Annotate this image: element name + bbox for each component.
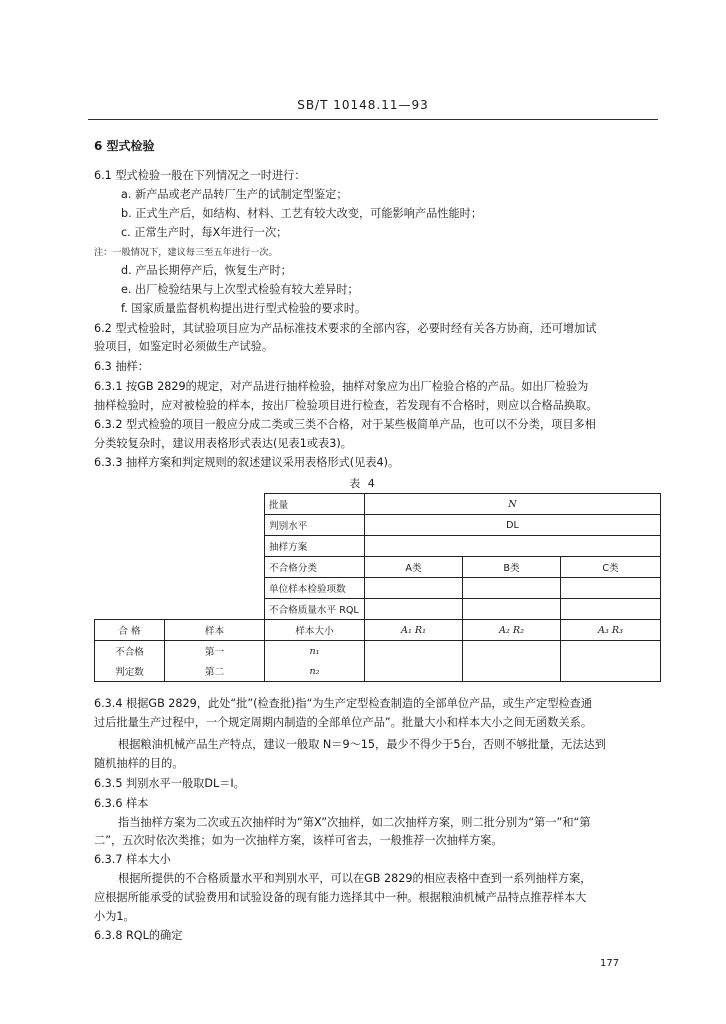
row-label-level: 判别水平 xyxy=(265,515,365,536)
col-a-header: A类 xyxy=(365,557,463,578)
batch-value: N xyxy=(365,494,661,515)
a-r-header-3: A₃ R₃ xyxy=(561,620,661,641)
clause-6-3-6-line1: 指当抽样方案为二次或五次抽样时为“第X”次抽样，如二次抽样方案，则二批分别为“第一”和“第 xyxy=(118,816,591,829)
table-row xyxy=(95,641,661,662)
clause-6-3-2-line2: 分类较复杂时，建议用表格形式表达(见表1或表3)。 xyxy=(94,437,352,450)
table-caption: 表 4 xyxy=(349,477,377,490)
page-number: 177 xyxy=(600,958,620,969)
clause-6-3-7-line2: 应根据所能承受的试验费用和试验设备的现有能力选择其中一种。根据粮油机械产品特点推荐样本大 xyxy=(94,891,587,904)
header-rule xyxy=(88,119,658,120)
clause-6-3: 6.3 抽样： xyxy=(94,360,149,373)
sample-size-n1: n₁ xyxy=(265,641,365,662)
clause-6-3-4-line2: 过后批量生产过程中，一个规定周期内制造的全部单位产品”。批量大小和样本大小之间无函数关系。 xyxy=(94,716,593,729)
col-b-header: B类 xyxy=(463,557,561,578)
row-label-items: 单位样本检验项数 xyxy=(265,578,365,599)
table-4 xyxy=(94,493,661,682)
table-row xyxy=(95,578,661,599)
table-row xyxy=(95,515,661,536)
sample-first: 第一 xyxy=(165,641,265,662)
clause-6-3-8: 6.3.8 RQL的确定 xyxy=(94,929,183,942)
section-6-title: 6 型式检验 xyxy=(94,139,155,153)
clause-6-3-7-line1: 根据所提供的不合格质量水平和判别水平，可以在GB 2829的相应表格中查到一系列抽样方案， xyxy=(118,872,592,885)
clause-6-1: 6.1 型式检验一般在下列情况之一时进行： xyxy=(94,169,306,182)
sample-size-n2: n₂ xyxy=(265,661,365,682)
col-c-header: C类 xyxy=(561,557,661,578)
sample-header: 样本 xyxy=(165,620,265,641)
a-r-header-1: A₁ R₁ xyxy=(365,620,463,641)
clause-6-1-f: f. 国家质量监督机构提出进行型式检验的要求时。 xyxy=(121,302,367,315)
a-r-header-2: A₂ R₂ xyxy=(463,620,561,641)
side-label-1: 合 格 xyxy=(95,620,165,641)
clause-6-2-line1: 6.2 型式检验时，其试验项目应为产品标准技术要求的全部内容，必要时经有关各方协商，还可增加试 xyxy=(94,322,597,335)
clause-6-3-4-line3: 根据粮油机械产品生产特点，建议一般取 N＝9～15，最少不得少于5台，否则不够批量，无法达到 xyxy=(118,738,606,751)
row-label-batch: 批量 xyxy=(265,494,365,515)
clause-6-2-line2: 验项目，如鉴定时必须做生产试验。 xyxy=(94,340,274,353)
clause-6-1-b: b. 正式生产后，如结构、材料、工艺有较大改变，可能影响产品性能时； xyxy=(121,207,483,220)
table-row xyxy=(95,599,661,620)
row-label-scheme: 抽样方案 xyxy=(265,536,365,557)
note: 注：一般情况下，建议每三至五年进行一次。 xyxy=(94,247,278,258)
clause-6-3-6-line2: 二”，五次时依次类推；如为一次抽样方案，该样可省去，一般推荐一次抽样方案。 xyxy=(94,834,503,847)
row-label-class: 不合格分类 xyxy=(265,557,365,578)
row-label-rql: 不合格质量水平 RQL xyxy=(265,599,365,620)
table-row xyxy=(95,494,661,515)
clause-6-3-1-line1: 6.3.1 按GB 2829的规定，对产品进行抽样检验，抽样对象应为出厂检验合格的产品。如出厂检验为 xyxy=(94,380,589,393)
table-row xyxy=(95,620,661,641)
document-header: SB/T 10148.11—93 xyxy=(297,98,429,112)
clause-6-1-e: e. 出厂检验结果与上次型式检验有较大差异时； xyxy=(121,283,359,296)
clause-6-3-2-line1: 6.3.2 型式检验的项目一般应分成二类或三类不合格，对于某些极简单产品，也可以不分类，项目多相 xyxy=(94,418,596,431)
level-value: DL xyxy=(365,515,661,536)
clause-6-3-7-title: 6.3.7 样本大小 xyxy=(94,853,171,866)
clause-6-3-6-title: 6.3.6 样本 xyxy=(94,797,149,810)
side-label-2: 不合格 xyxy=(95,641,165,662)
clause-6-3-1-line2: 抽样检验时，应对被检验的样本，按出厂检验项目进行检查，若发现有不合格时，则应以合格品换取。 xyxy=(94,399,598,412)
clause-6-1-d: d. 产品长期停产后，恢复生产时； xyxy=(121,264,292,277)
sample-size-header: 样本大小 xyxy=(265,620,365,641)
clause-6-3-5: 6.3.5 判别水平一般取DL＝Ⅰ。 xyxy=(94,777,245,790)
clause-6-3-3: 6.3.3 抽样方案和判定规则的叙述建议采用表格形式(见表4)。 xyxy=(94,456,400,469)
clause-6-1-a: a. 新产品或老产品转厂生产的试制定型鉴定； xyxy=(121,188,348,201)
clause-6-1-c: c. 正常生产时，每X年进行一次； xyxy=(121,226,288,239)
clause-6-3-7-line3: 小为1。 xyxy=(94,910,135,923)
table-row xyxy=(95,557,661,578)
sample-second: 第二 xyxy=(165,661,265,682)
clause-6-3-4-line1: 6.3.4 根据GB 2829，此处“批”(检查批)指“为生产定型检查制造的全部单位产品，或生产定型检查通 xyxy=(94,697,593,710)
side-label-3: 判定数 xyxy=(95,661,165,682)
clause-6-3-4-line4: 随机抽样的目的。 xyxy=(94,757,184,770)
table-row xyxy=(95,536,661,557)
